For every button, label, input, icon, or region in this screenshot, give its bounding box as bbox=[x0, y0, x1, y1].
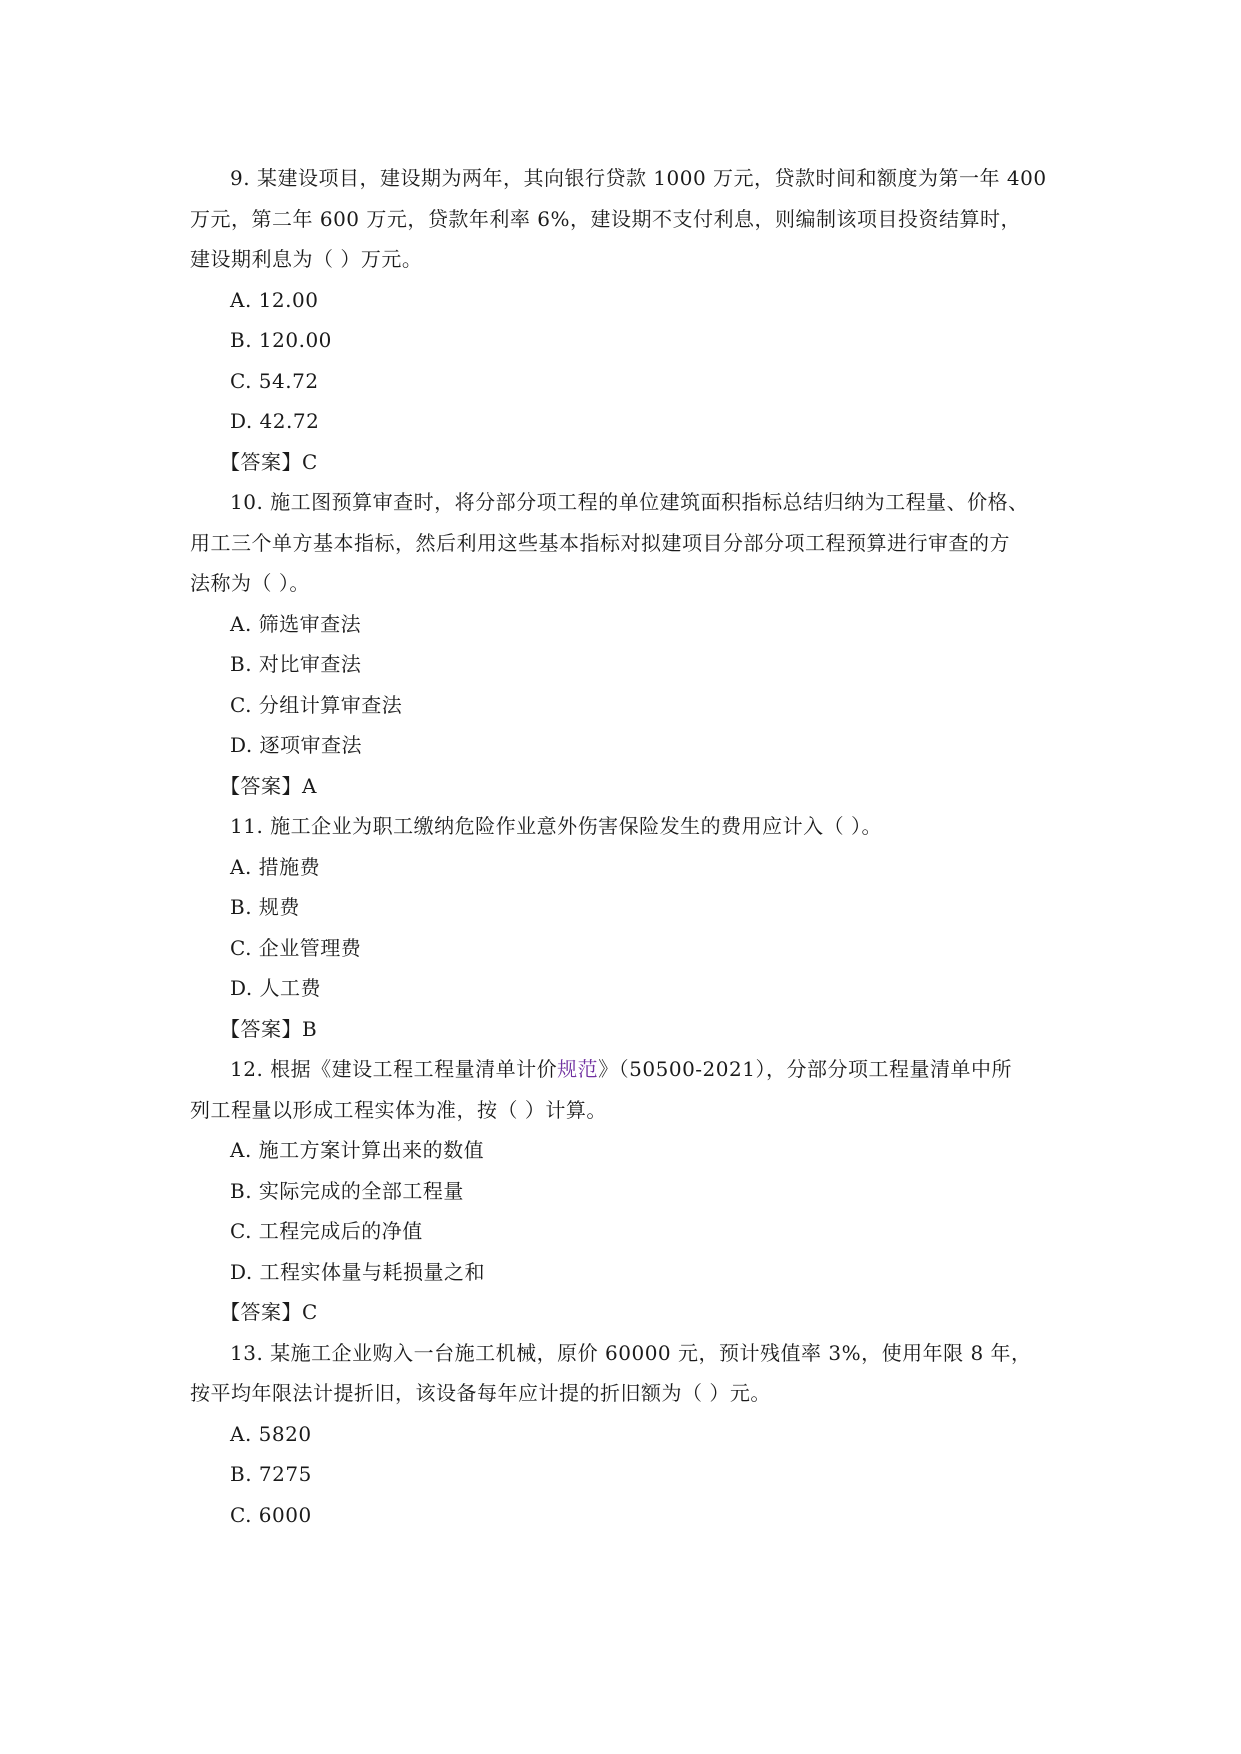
option-b: B. 实际完成的全部工程量 bbox=[230, 1178, 464, 1203]
document-page bbox=[190, 158, 1056, 1535]
option-b: B. 7275 bbox=[230, 1462, 312, 1486]
question-stem: 列工程量以形成工程实体为准，按（ ）计算。 bbox=[190, 1097, 607, 1122]
question-stem: 10. 施工图预算审查时，将分部分项工程的单位建筑面积指标总结归纳为工程量、价格、 bbox=[230, 490, 1029, 514]
question-stem: 按平均年限法计提折旧，该设备每年应计提的折旧额为（ ）元。 bbox=[190, 1381, 771, 1405]
option-b: B. 120.00 bbox=[230, 328, 332, 352]
option-c: C. 企业管理费 bbox=[230, 935, 362, 960]
option-c: C. 分组计算审查法 bbox=[230, 692, 403, 717]
question-12 bbox=[190, 1049, 1056, 1333]
answer: 【答案】C bbox=[220, 449, 318, 474]
option-b: B. 规费 bbox=[230, 895, 300, 919]
option-c: C. 6000 bbox=[230, 1502, 312, 1527]
option-a: A. 筛选审查法 bbox=[230, 611, 362, 636]
question-stem: 用工三个单方基本指标，然后利用这些基本指标对拟建项目分部分项工程预算进行审查的方 bbox=[190, 530, 1010, 555]
question-stem: 建设期利息为（ ）万元。 bbox=[190, 247, 423, 271]
option-c: C. 工程完成后的净值 bbox=[230, 1219, 423, 1243]
answer: 【答案】B bbox=[220, 1016, 318, 1041]
question-stem-text: 》（50500-2021），分部分项工程量清单中所 bbox=[598, 1057, 1012, 1081]
option-d: D. 工程实体量与耗损量之和 bbox=[230, 1259, 486, 1284]
question-stem-text: 12. 根据《建设工程工程量清单计价 bbox=[230, 1057, 558, 1081]
question-13 bbox=[190, 1333, 1056, 1536]
answer: 【答案】A bbox=[220, 773, 317, 798]
option-a: A. 措施费 bbox=[230, 854, 321, 879]
question-11 bbox=[190, 806, 1056, 1049]
option-d: D. 逐项审查法 bbox=[230, 733, 363, 757]
question-stem: 万元，第二年 600 万元，贷款年利率 6%，建设期不支付利息，则编制该项目投资结算时， bbox=[190, 206, 1021, 231]
option-a: A. 12.00 bbox=[230, 287, 319, 312]
question-stem bbox=[190, 1049, 1056, 1090]
question-stem: 11. 施工企业为职工缴纳危险作业意外伤害保险发生的费用应计入（ ）。 bbox=[230, 814, 883, 838]
option-a: A. 施工方案计算出来的数值 bbox=[230, 1138, 485, 1162]
option-d: D. 人工费 bbox=[230, 976, 322, 1000]
question-stem: 13. 某施工企业购入一台施工机械，原价 60000 元，预计残值率 3%，使用年限 8 年， bbox=[230, 1340, 1032, 1365]
option-d: D. 42.72 bbox=[230, 409, 320, 433]
answer: 【答案】C bbox=[220, 1300, 318, 1324]
question-stem: 法称为（ ）。 bbox=[190, 571, 310, 595]
question-10 bbox=[190, 482, 1056, 806]
option-b: B. 对比审查法 bbox=[230, 652, 362, 676]
question-stem: 9. 某建设项目，建设期为两年，其向银行贷款 1000 万元，贷款时间和额度为第一年 400 bbox=[230, 166, 1047, 190]
option-a: A. 5820 bbox=[230, 1421, 312, 1446]
option-c: C. 54.72 bbox=[230, 368, 319, 393]
standard-link[interactable]: 规范 bbox=[557, 1057, 599, 1081]
question-9 bbox=[190, 158, 1056, 482]
